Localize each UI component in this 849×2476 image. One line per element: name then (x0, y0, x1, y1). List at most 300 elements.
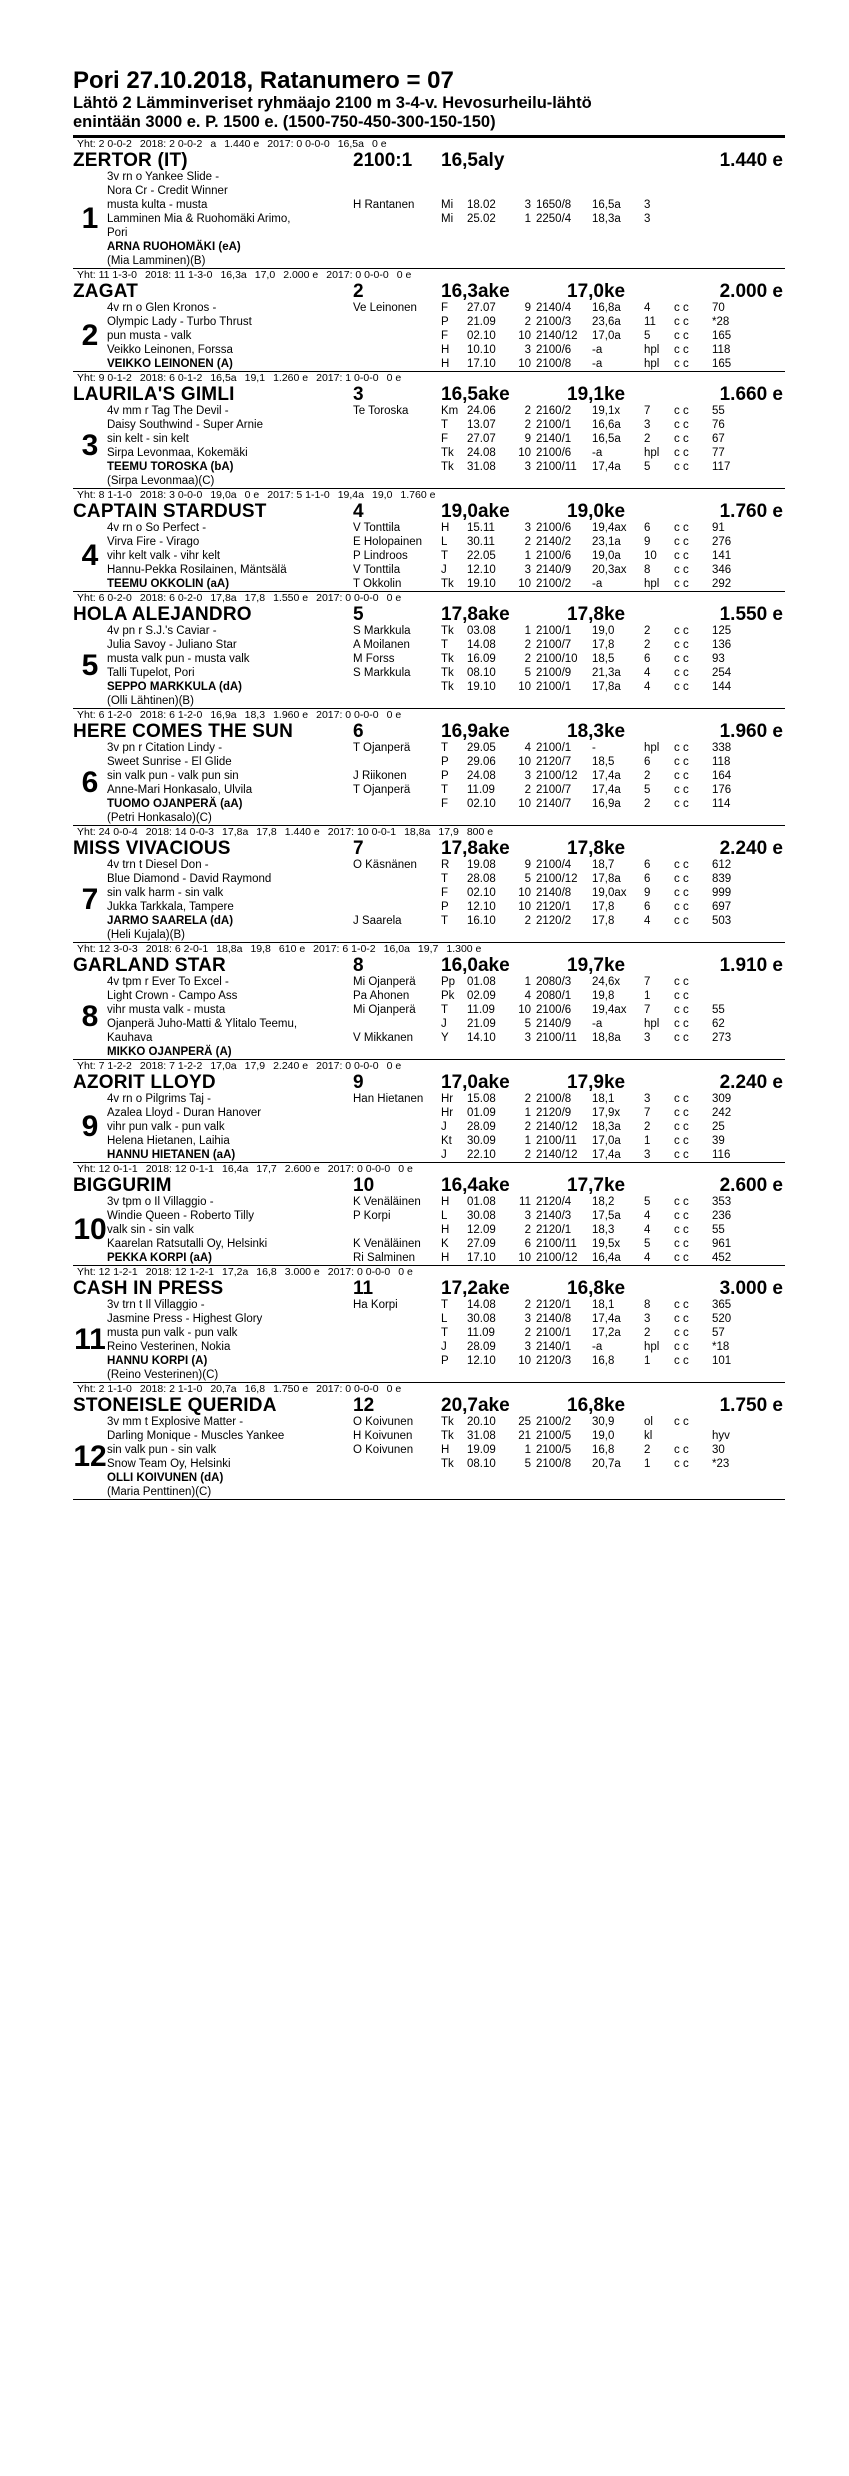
horse-entry (73, 943, 785, 1060)
career-stat: 16,8 (256, 1266, 277, 1278)
start-time: 18,3 (592, 1224, 615, 1236)
start-row (353, 638, 785, 652)
career-stat: a (210, 138, 217, 150)
career-stat: 16,5a (337, 138, 364, 150)
start-distance: 2100/8 (536, 1458, 572, 1470)
program-number: 2 (81, 319, 99, 352)
start-odds: *23 (712, 1458, 730, 1470)
start-race-number: 9 (524, 859, 531, 871)
season-record: 16,8ke (567, 1395, 626, 1416)
start-row (353, 1251, 785, 1265)
horse-info-line: Anne-Mari Honkasalo, Ulvila (107, 784, 253, 796)
start-odds: 55 (712, 1004, 725, 1016)
start-row (353, 1237, 785, 1251)
start-time: 16,6a (592, 419, 621, 431)
start-distance: 2140/8 (536, 1313, 572, 1325)
horse-headline (73, 1395, 785, 1415)
start-date: 19.10 (467, 578, 496, 590)
start-date: 08.10 (467, 1458, 496, 1470)
horse-entry (73, 489, 785, 592)
start-race-number: 25 (518, 1416, 531, 1428)
horse-entry (73, 1163, 785, 1266)
horse-name: MISS VIVACIOUS (73, 838, 231, 859)
horse-career-stats (73, 1060, 785, 1072)
start-row (353, 1148, 785, 1162)
start-race-number: 1 (524, 1107, 531, 1119)
start-row (353, 1298, 785, 1312)
career-stat: 0 e (386, 1060, 402, 1072)
career-stat: 800 e (466, 826, 494, 838)
start-track: T (441, 1004, 449, 1016)
start-track: H (441, 1196, 450, 1208)
career-stat: 2018: 6 0-1-2 (139, 372, 203, 384)
start-time: 16,8a (592, 302, 621, 314)
start-distance: 2140/1 (536, 1341, 572, 1353)
start-shoes: c c (674, 1018, 689, 1030)
start-placing: 6 (644, 873, 651, 885)
start-distance: 2100/6 (536, 447, 572, 459)
recent-starts (353, 301, 785, 371)
start-placing: 4 (644, 681, 651, 693)
start-race-number: 10 (518, 447, 531, 459)
start-odds: 55 (712, 1224, 725, 1236)
start-distance: 2100/1 (536, 625, 572, 637)
career-stat: Yht: 2 0-0-2 (77, 138, 132, 150)
start-row (353, 521, 785, 535)
start-placing: 9 (644, 887, 651, 899)
start-row (353, 1326, 785, 1340)
start-track: Tk (441, 625, 454, 637)
start-shoes: c c (674, 784, 689, 796)
start-placing: hpl (644, 1341, 660, 1353)
horse-info-line: 3v pn r Citation Lindy - (107, 742, 223, 754)
start-placing: kl (644, 1430, 653, 1442)
horse-body (73, 858, 785, 942)
start-placing (644, 170, 674, 184)
start-row (353, 1195, 785, 1209)
start-shoes: c c (674, 302, 689, 314)
start-distance (536, 170, 592, 184)
start-race-number: 3 (524, 522, 531, 534)
horse-career-stats (73, 372, 785, 384)
horse-info-line: (Petri Honkasalo)(C) (107, 812, 212, 824)
start-track: F (441, 887, 449, 899)
start-track: H (441, 358, 450, 370)
start-race-number: 1 (524, 213, 531, 225)
start-race-number: 3 (524, 1032, 531, 1044)
driver-name: SEPPO MARKKULA (dA) (107, 681, 243, 693)
start-time: 18,7 (592, 859, 615, 871)
start-row (353, 170, 785, 184)
recent-starts (353, 404, 785, 488)
start-shoes (674, 184, 712, 198)
start-placing: 4 (644, 302, 651, 314)
horse-info-line: 4v trn t Diesel Don - (107, 859, 209, 871)
start-distance: 2140/4 (536, 302, 572, 314)
start-track: T (441, 873, 449, 885)
horse-body (73, 1298, 785, 1382)
start-date: 12.10 (467, 1355, 496, 1367)
start-time: 17,4a (592, 1149, 621, 1161)
horse-entry (73, 1383, 785, 1500)
horse-body (73, 404, 785, 488)
start-placing: ol (644, 1416, 653, 1428)
horse-entry (73, 138, 785, 269)
start-time: 17,8a (592, 681, 621, 693)
career-stat: 0 e (244, 489, 260, 501)
start-race-number: 3 (524, 344, 531, 356)
start-shoes: c c (674, 915, 689, 927)
start-time: 18,2 (592, 1196, 615, 1208)
start-row (353, 872, 785, 886)
career-stat: 2018: 3 0-0-0 (139, 489, 203, 501)
horse-info-line: Kaarelan Ratsutalli Oy, Helsinki (107, 1238, 268, 1250)
start-time: 19,4ax (592, 522, 627, 534)
start-row (353, 975, 785, 989)
career-stat: Yht: 8 1-1-0 (77, 489, 132, 501)
horse-info (107, 170, 353, 268)
start-placing: 7 (644, 1004, 651, 1016)
program-number: 4 (81, 539, 99, 572)
career-stat: 2018: 6 1-2-0 (139, 709, 203, 721)
start-date: 19.10 (467, 681, 496, 693)
start-driver: Pa Ahonen (353, 990, 410, 1002)
start-row (353, 418, 785, 432)
start-time: 18,3a (592, 213, 621, 225)
start-placing: 3 (644, 1093, 651, 1105)
start-date (467, 184, 515, 198)
start-shoes: c c (674, 1210, 689, 1222)
start-race-number: 2 (524, 784, 531, 796)
start-odds: 346 (712, 564, 732, 576)
start-driver: J Riikonen (353, 770, 407, 782)
horse-name: AZORIT LLOYD (73, 1072, 216, 1093)
horse-info-line: (Sirpa Levonmaa)(C) (107, 475, 215, 487)
horse-name: ZAGAT (73, 281, 139, 302)
start-driver: E Holopainen (353, 536, 423, 548)
start-distance: 2120/9 (536, 1107, 572, 1119)
start-odds: 101 (712, 1355, 732, 1367)
horse-info (107, 1415, 353, 1499)
best-record: 16,5ake (441, 384, 510, 405)
career-stat: 2017: 6 1-0-2 (313, 943, 376, 955)
start-race-number: 10 (518, 798, 531, 810)
start-distance: 2100/2 (536, 578, 572, 590)
start-row (353, 535, 785, 549)
recent-starts (353, 1415, 785, 1499)
career-stat: 2017: 0 0-0-0 (316, 592, 379, 604)
horse-body (73, 975, 785, 1059)
start-placing: 4 (644, 1252, 651, 1264)
program-number: 5 (81, 649, 99, 682)
total-prize-money: 1.910 e (719, 955, 783, 976)
start-date: 18.02 (467, 199, 496, 211)
career-stat: Yht: 6 0-2-0 (77, 592, 132, 604)
start-track: H (441, 344, 450, 356)
start-date: 28.09 (467, 1341, 496, 1353)
start-odds (712, 184, 746, 198)
start-placing: 6 (644, 756, 651, 768)
horse-info (107, 975, 353, 1059)
start-track: Pp (441, 976, 456, 988)
career-stat: 19,8 (250, 943, 271, 955)
start-track: R (441, 859, 450, 871)
start-placing: 9 (644, 536, 651, 548)
horse-body (73, 741, 785, 825)
start-odds: 93 (712, 653, 725, 665)
start-track: T (441, 550, 449, 562)
career-stat: 2018: 11 1-3-0 (144, 269, 213, 281)
start-time: 20,7a (592, 1458, 621, 1470)
start-track: Hr (441, 1107, 454, 1119)
start-time: 16,9a (592, 798, 621, 810)
career-stat: Yht: 24 0-0-4 (77, 826, 138, 838)
season-record: 17,9ke (567, 1072, 626, 1093)
horse-info (107, 858, 353, 942)
start-post: 12 (353, 1395, 375, 1416)
horse-info-line: Darling Monique - Muscles Yankee (107, 1430, 285, 1442)
start-post: 10 (353, 1175, 375, 1196)
horse-info-line: 4v mm r Tag The Devil - (107, 405, 229, 417)
start-driver: Te Toroska (353, 405, 409, 417)
program-number: 3 (81, 429, 99, 462)
start-driver (353, 357, 441, 371)
start-odds: 125 (712, 625, 732, 637)
start-race-number: 5 (524, 1458, 531, 1470)
start-date: 22.10 (467, 1149, 496, 1161)
start-driver (353, 170, 441, 184)
start-row (353, 1429, 785, 1443)
horse-career-stats (73, 1163, 785, 1175)
career-stat: 0 e (398, 1163, 413, 1175)
recent-starts (353, 1092, 785, 1162)
driver-name: TEEMU OKKOLIN (aA) (107, 578, 230, 590)
start-track: Hr (441, 1093, 454, 1105)
start-time: 17,4a (592, 461, 621, 473)
career-stat: 0 e (386, 709, 402, 721)
horse-info-line: sin valk pun - sin valk (107, 1444, 217, 1456)
total-prize-money: 1.550 e (719, 604, 783, 625)
start-time: 18,3a (592, 1121, 621, 1133)
start-driver (353, 329, 441, 343)
horse-career-stats (73, 943, 785, 955)
start-driver (353, 343, 441, 357)
start-shoes: c c (674, 1107, 689, 1119)
start-race-number: 5 (524, 873, 531, 885)
total-prize-money: 2.240 e (719, 1072, 783, 1093)
start-driver: V Mikkanen (353, 1032, 414, 1044)
best-record: 16,5aly (441, 150, 505, 171)
start-odds: hyv (712, 1430, 730, 1442)
start-row (353, 343, 785, 357)
driver-name: VEIKKO LEINONEN (A) (107, 358, 233, 370)
start-row (353, 1312, 785, 1326)
start-placing: 2 (644, 798, 651, 810)
start-distance: 2100/11 (536, 461, 577, 473)
start-row (353, 184, 785, 198)
start-placing: 3 (644, 1149, 651, 1161)
start-time: 16,8 (592, 1444, 615, 1456)
horse-info-line: (Heli Kujala)(B) (107, 929, 185, 941)
start-shoes: c c (674, 887, 689, 899)
start-shoes: c c (674, 901, 689, 913)
start-shoes: c c (674, 522, 689, 534)
start-row (353, 666, 785, 680)
start-row (353, 549, 785, 563)
start-race-number: 10 (518, 887, 531, 899)
start-race-number: 3 (524, 199, 531, 211)
start-track: P (441, 770, 449, 782)
start-driver (353, 900, 441, 914)
start-distance: 2100/5 (536, 1430, 572, 1442)
horse-info-line: 3v mm t Explosive Matter - (107, 1416, 244, 1428)
start-time: -a (592, 1341, 603, 1353)
start-distance: 2100/6 (536, 550, 572, 562)
career-stat: 19,0a (210, 489, 237, 501)
horse-info-line: 4v rn o Pilgrims Taj - (107, 1093, 211, 1105)
career-stat: 2018: 2 1-1-0 (139, 1383, 203, 1395)
horse-info-line: Nora Cr - Credit Winner (107, 185, 228, 197)
start-track: K (441, 1238, 449, 1250)
start-row (353, 1120, 785, 1134)
start-placing: 1 (644, 990, 651, 1002)
start-distance: 2100/10 (536, 653, 578, 665)
best-record: 17,0ake (441, 1072, 510, 1093)
start-distance: 2100/12 (536, 1252, 578, 1264)
start-row (353, 1457, 785, 1471)
start-driver: O Koivunen (353, 1416, 414, 1428)
program-number: 10 (73, 1213, 107, 1246)
start-driver (353, 212, 441, 226)
horse-info-line: musta kulta - musta (107, 199, 208, 211)
start-odds: 961 (712, 1238, 732, 1250)
start-placing: 5 (644, 784, 651, 796)
career-stat: 20,7a (210, 1383, 237, 1395)
start-shoes: c c (674, 1149, 689, 1161)
start-placing: 11 (644, 316, 656, 328)
program-number: 9 (81, 1110, 99, 1143)
start-date: 11.09 (467, 1004, 495, 1016)
start-placing: 4 (644, 667, 651, 679)
start-placing: 4 (644, 1210, 651, 1222)
best-record: 16,3ake (441, 281, 510, 302)
start-row (353, 1003, 785, 1017)
start-odds: 136 (712, 639, 732, 651)
horse-info-line: valk sin - sin valk (107, 1224, 194, 1236)
horse-info-line: pun musta - valk (107, 330, 192, 342)
start-race-number: 2 (524, 419, 531, 431)
start-distance: 2140/1 (536, 433, 572, 445)
horse-entry (73, 592, 785, 709)
career-stat: Yht: 12 3-0-3 (77, 943, 138, 955)
recent-starts (353, 741, 785, 825)
start-time: 19,4ax (592, 1004, 627, 1016)
start-date: 30.09 (467, 1135, 496, 1147)
start-driver: H Rantanen (353, 199, 415, 211)
start-race-number: 1 (524, 550, 531, 562)
horse-info-line: Olympic Lady - Turbo Thrust (107, 316, 252, 328)
start-time: 17,5a (592, 1210, 621, 1222)
start-shoes: c c (674, 1327, 689, 1339)
start-track: Tk (441, 578, 454, 590)
horse-info-line: musta pun valk - pun valk (107, 1327, 238, 1339)
start-race-number: 1 (524, 976, 531, 988)
start-odds: 91 (712, 522, 725, 534)
start-distance: 2100/5 (536, 1444, 572, 1456)
start-placing: 3 (644, 199, 651, 211)
start-distance: 2140/12 (536, 330, 578, 342)
start-time: 21,3a (592, 667, 621, 679)
start-track: H (441, 1252, 450, 1264)
start-placing: 3 (644, 419, 651, 431)
start-race-number: 9 (524, 433, 531, 445)
driver-name: HANNU HIETANEN (aA) (107, 1149, 236, 1161)
career-stat: 2.240 e (273, 1060, 309, 1072)
horse-entry (73, 1266, 785, 1383)
start-post: 11 (353, 1278, 374, 1299)
start-time: 19,1x (592, 405, 621, 417)
start-odds: 999 (712, 887, 732, 899)
start-shoes: c c (674, 873, 689, 885)
driver-name: PEKKA KORPI (aA) (107, 1252, 212, 1264)
start-driver (353, 315, 441, 329)
start-time: 17,4a (592, 1313, 621, 1325)
career-stat: 2018: 12 1-2-1 (145, 1266, 215, 1278)
start-shoes: c c (674, 564, 689, 576)
horse-body (73, 301, 785, 371)
start-shoes: c c (674, 1341, 689, 1353)
start-distance: 2140/9 (536, 564, 572, 576)
start-date: 11.09 (467, 784, 495, 796)
recent-starts (353, 521, 785, 591)
start-time: 16,5a (592, 433, 621, 445)
start-driver: Mi Ojanperä (353, 976, 416, 988)
start-shoes: c c (674, 639, 689, 651)
start-track: Tk (441, 461, 454, 473)
career-stat: 2017: 0 0-0-0 (316, 1060, 379, 1072)
start-time: 16,4a (592, 1252, 621, 1264)
start-track: T (441, 1299, 449, 1311)
start-date: 12.10 (467, 901, 496, 913)
start-row (353, 900, 785, 914)
start-distance: 2100/3 (536, 316, 572, 328)
start-track: L (441, 1210, 448, 1222)
total-prize-money: 3.000 e (719, 1278, 783, 1299)
start-time: 30,9 (592, 1416, 615, 1428)
horse-info-line: (Mia Lamminen)(B) (107, 255, 206, 267)
start-date: 15.08 (467, 1093, 496, 1105)
start-date: 16.09 (467, 653, 496, 665)
start-placing: 2 (644, 770, 651, 782)
horse-info-line: Jasmine Press - Highest Glory (107, 1313, 263, 1325)
start-time: 17,8 (592, 915, 615, 927)
career-stat: 2017: 0 0-0-0 (327, 1163, 391, 1175)
start-placing: 2 (644, 1327, 651, 1339)
start-track: F (441, 433, 449, 445)
start-shoes (674, 198, 712, 212)
start-odds: 338 (712, 742, 732, 754)
start-row (353, 1415, 785, 1429)
start-odds: 62 (712, 1018, 725, 1030)
career-stat: 2017: 1 0-0-0 (316, 372, 379, 384)
start-distance: 2100/11 (536, 1032, 577, 1044)
horse-info (107, 1092, 353, 1162)
start-track: Tk (441, 653, 454, 665)
horse-info-line: vihr pun valk - pun valk (107, 1121, 225, 1133)
start-row (353, 858, 785, 872)
start-odds: 165 (712, 358, 732, 370)
start-odds (712, 1415, 746, 1429)
